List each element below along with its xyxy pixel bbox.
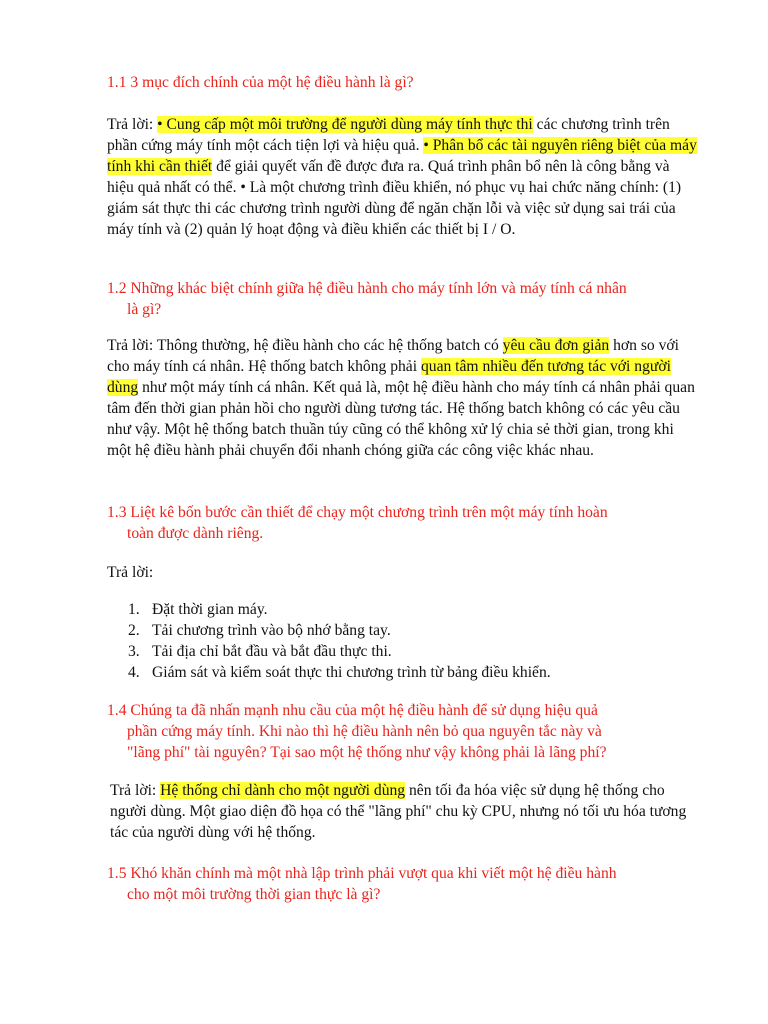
list-item — [128, 620, 688, 641]
question-1-3 — [107, 502, 697, 544]
highlight-text: Hệ thống chỉ dành cho một người dùng — [160, 782, 406, 799]
question-1-1 — [107, 72, 697, 93]
answer-text: nên tối đa hóa việc sử dụng hệ thống cho người dùng. Một giao diện đồ họa có thể "lãng phí" chu kỳ CPU, nhưng nó tối ưu hóa tương tác của người dùng với hệ thống. — [110, 782, 687, 841]
question-line: 1.5 Khó khăn chính mà một nhà lập trình phải vượt qua khi viết một hệ điều hành — [107, 865, 617, 882]
list-number: 2. — [128, 622, 140, 639]
answer-text: các chương trình trên phần cứng máy tính một cách tiện lợi và hiệu quả. — [107, 116, 670, 154]
question-1-5 — [107, 863, 697, 905]
question-line: "lãng phí" tài nguyên? Tại sao một hệ thống như vậy không phải là lãng phí? — [127, 744, 607, 761]
list-number: 1. — [128, 601, 140, 618]
answer-label: Trả lời: — [107, 564, 154, 581]
question-line: toàn được dành riêng. — [127, 525, 264, 542]
question-line: 1.2 Những khác biệt chính giữa hệ điều hành cho máy tính lớn và máy tính cá nhân — [107, 280, 627, 297]
answer-1-1 — [107, 114, 697, 240]
question-line: 1.3 Liệt kê bốn bước cần thiết để chạy một chương trình trên một máy tính hoàn — [107, 504, 608, 521]
list-text: Giám sát và kiểm soát thực thi chương trình từ bảng điều khiển. — [152, 664, 551, 681]
list-item — [128, 662, 688, 683]
answer-text: hơn so với cho máy tính cá nhân. Hệ thống batch không phải — [107, 337, 679, 375]
answer-text: như một máy tính cá nhân. Kết quả là, một hệ điều hành cho máy tính cá nhân phải quan tâm đến thời gian phản hồi cho người dùng tương tác. Hệ thống batch không có các yêu cầu như vậy. Một hệ thống batch thuần túy cũng có thể không xử lý chia sẻ thời gian, trong khi một hệ điều hành phải chuyển đổi nhanh chóng giữa các công việc khác nhau. — [107, 379, 695, 459]
list-number: 4. — [128, 664, 140, 681]
question-line: cho một môi trường thời gian thực là gì? — [127, 886, 381, 903]
highlight-text: quan tâm nhiều đến tương tác với người dùng — [107, 358, 671, 396]
list-item — [128, 599, 688, 620]
question-line: 1.4 Chúng ta đã nhấn mạnh nhu cầu của một hệ điều hành để sử dụng hiệu quả — [107, 702, 598, 719]
question-1-2 — [107, 278, 697, 320]
question-line: là gì? — [127, 301, 162, 318]
list-text: Đặt thời gian máy. — [152, 601, 268, 618]
question-line: phần cứng máy tính. Khi nào thì hệ điều hành nên bỏ qua nguyên tắc này và — [127, 723, 602, 740]
answer-text: Trả lời: Thông thường, hệ điều hành cho các hệ thống batch có — [107, 337, 503, 354]
list-text: Tải chương trình vào bộ nhớ bằng tay. — [152, 622, 391, 639]
answer-text: để giải quyết vấn đề được đưa ra. Quá trình phân bổ nên là công bằng và hiệu quả nhất có thể. • Là một chương trình điều khiển, nó phục vụ hai chức năng chính: (1) giám sát thực thi các chương trình người dùng để ngăn chặn lỗi và việc sử dụng sai trái của máy tính và (2) quản lý hoạt động và điều khiển các thiết bị I / O. — [107, 158, 682, 238]
question-1-4 — [107, 700, 697, 763]
answer-label: Trả lời: — [107, 116, 158, 133]
answer-1-4 — [110, 780, 700, 843]
list-number: 3. — [128, 643, 140, 660]
answer-1-3-label — [107, 562, 697, 583]
list-item — [128, 641, 688, 662]
answer-label: Trả lời: — [110, 782, 161, 799]
steps-list — [128, 599, 688, 683]
question-1-1-text: 1.1 3 mục đích chính của một hệ điều hành là gì? — [107, 74, 414, 91]
highlight-text: yêu cầu đơn giản — [502, 337, 610, 354]
answer-1-2 — [107, 335, 697, 461]
highlight-text: • Cung cấp một môi trường để người dùng máy tính thực thi — [157, 116, 533, 133]
list-text: Tải địa chỉ bắt đầu và bắt đầu thực thi. — [152, 643, 392, 660]
highlight-text: • Phân bổ các tài nguyên riêng biệt của máy tính khi cần thiết — [107, 137, 697, 175]
